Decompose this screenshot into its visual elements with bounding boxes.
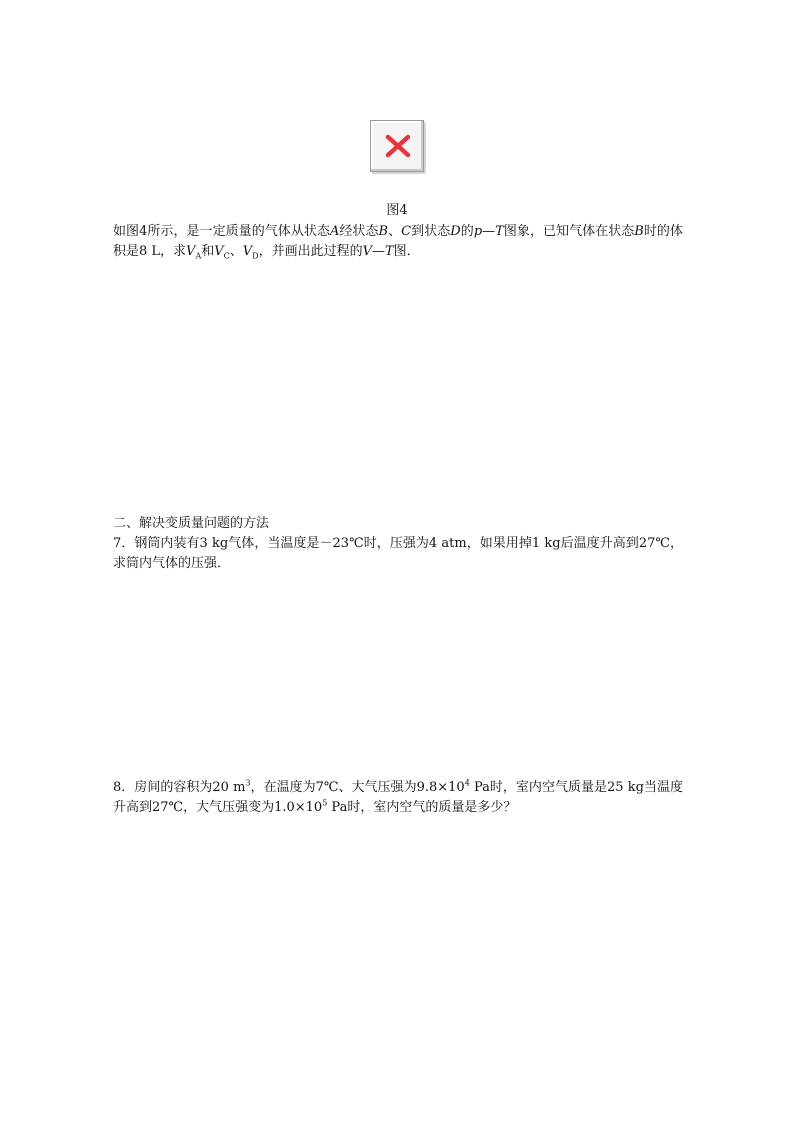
problem-7-text: 7．钢筒内装有3 kg气体，当温度是－23℃时，压强为4 atm，如果用掉1 kg后温度升高到27℃，求筒内气体的压强． [113,536,683,571]
section-heading: 二、解决变质量问题的方法 [113,516,270,531]
figure-caption: 图4 [386,203,408,218]
figure-problem-text: 如图4所示，是一定质量的气体从状态A经状态B、C到状态D的p—T图象，已知气体在状态B时的体积是8 L，求$V_A$和$V_C$、$V_D$，并画出此过程的V—T图． [113,224,683,261]
broken-image-placeholder [370,120,424,172]
broken-image-x-icon [385,134,411,158]
problem-8-text: 8．房间的容积为20 $m^3$，在温度为7℃、大气压强为$9.8\times 10^4$ Pa时，室内空气质量是25 kg当温度升高到27℃，大气压强变为$1.0\times 10^5$ Pa时，室内空气的质量是多少？ [113,778,683,815]
